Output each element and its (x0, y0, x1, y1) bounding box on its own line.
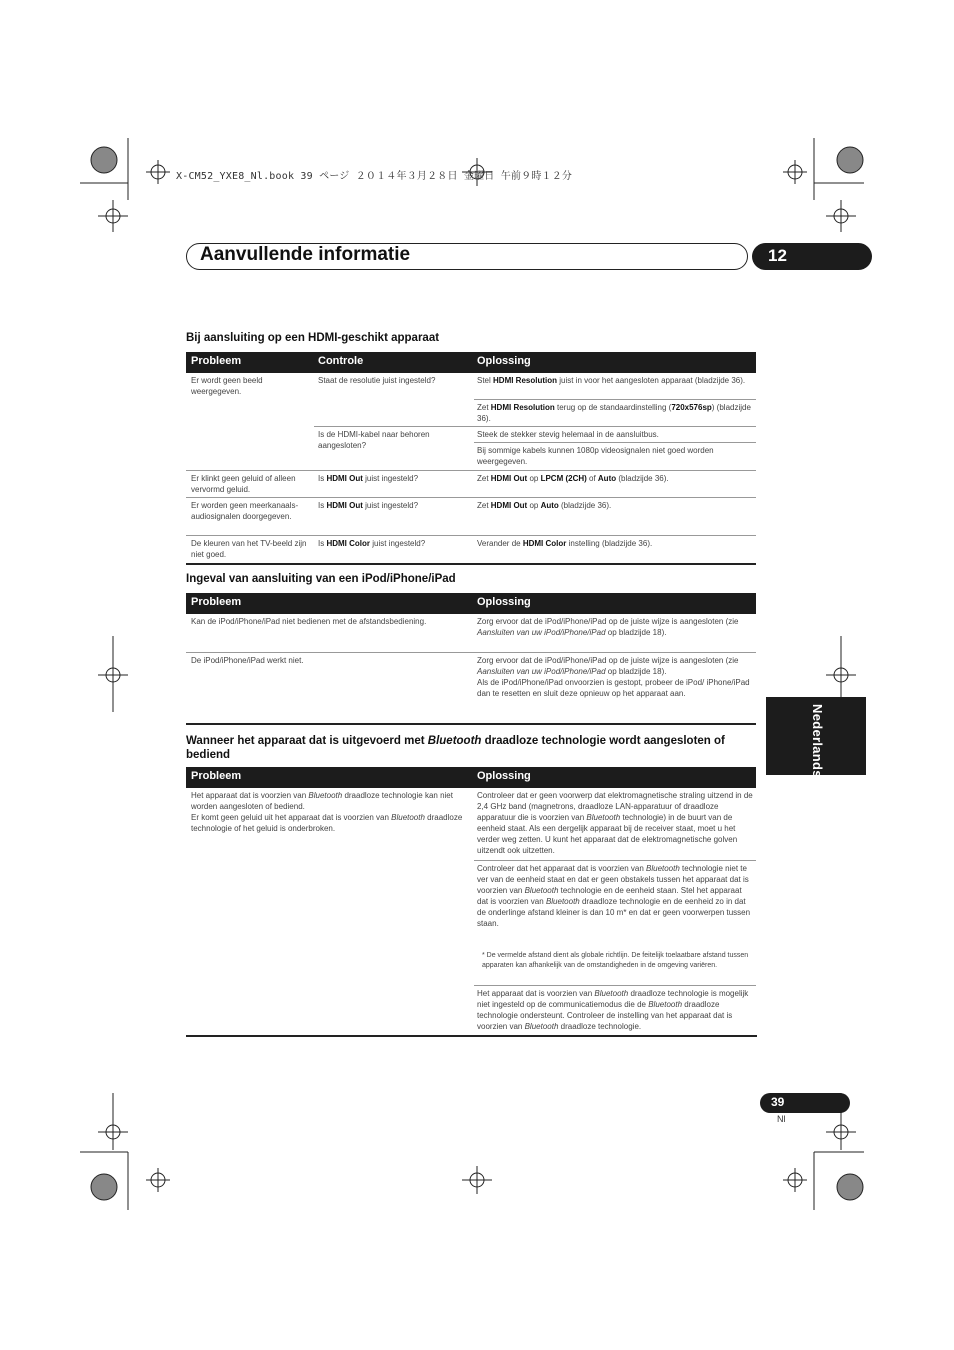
table-cell-problem: Kan de iPod/iPhone/iPad niet bedienen met de afstandsbediening. (191, 617, 427, 626)
page-language-code: Nl (777, 1114, 786, 1124)
row-divider (186, 497, 756, 498)
table-cell-problem: Er wordt geen beeld weergegeven. (191, 376, 263, 396)
footnote: * De vermelde afstand dient als globale richtlijn. De feitelijk toelaatbare afstand tussen apparaten kan afhankelijk van de omstandigheden in de omgeving variëren. (482, 952, 749, 969)
column-header: Probleem (191, 770, 242, 782)
table-cell-problem: Er klinkt geen geluid of alleen vervormd geluid. (191, 474, 296, 494)
table-bottom-rule (186, 723, 756, 725)
row-divider (474, 985, 756, 986)
column-header: Oplossing (477, 770, 531, 782)
row-divider (186, 470, 756, 471)
section-heading-bluetooth: Wanneer het apparaat dat is uitgevoerd met Bluetooth draadloze technologie wordt aangesloten of bediend (186, 735, 725, 761)
row-divider (474, 399, 756, 400)
table-header-hdmi (186, 352, 756, 373)
table-cell-solution: Zorg ervoor dat de iPod/iPhone/iPad op de juiste wijze is aangesloten (zie Aansluiten van uw iPod/iPhone/iPad op bladzijde 18). Als de iPod/iPhone/iPad onvoorzien is gestopt, probeer de iPod/ iPhone/iPad dan te resetten en sluit deze opnieuw op het apparaat aan. (477, 656, 750, 698)
table-cell-solution: Zet HDMI Resolution terug op de standaardinstelling (720x576sp) (bladzijde 36). (477, 403, 751, 423)
table-cell-check: Is HDMI Out juist ingesteld? (318, 474, 419, 483)
table-cell-solution: Steek de stekker stevig helemaal in de aansluitbus. (477, 430, 659, 439)
section-heading-hdmi: Bij aansluiting op een HDMI-geschikt apparaat (186, 332, 440, 344)
page-number: 39 (771, 1095, 785, 1109)
column-header: Probleem (191, 596, 242, 608)
table-cell-solution: Zet HDMI Out op Auto (bladzijde 36). (477, 501, 612, 510)
table-header-bluetooth (186, 767, 756, 788)
column-header: Probleem (191, 355, 242, 367)
table-cell-solution: Bij sommige kabels kunnen 1080p videosignalen niet goed worden weergegeven. (477, 446, 714, 466)
table-cell-solution: Controleer dat het apparaat dat is voorzien van Bluetooth technologie niet te ver van de eenheid staat en dat er geen obstakels tussen het apparaat dat is voorzien van Bluetooth technologie en de eenheid staan. Stel het apparaat dat is voorzien van Bluetooth draadloze technologie en de eenheid zo in dat de onderlinge afstand kleiner is dan 10 m* en dat er geen voorwerpen tussen staan. (477, 864, 751, 928)
table-cell-solution: Het apparaat dat is voorzien van Bluetooth draadloze technologie is mogelijk niet ingesteld op de communicatiemodus die de Bluetooth draadloze technologie ondersteunt. Controleer de instelling van het apparaat dat is voorzien van Bluetooth draadloze technologie. (477, 989, 749, 1031)
table-bottom-rule (186, 563, 756, 565)
row-divider (474, 860, 756, 861)
table-cell-check: Is HDMI Out juist ingesteld? (318, 501, 419, 510)
column-header: Oplossing (477, 596, 531, 608)
table-cell-problem: Er worden geen meerkanaals-audiosignalen doorgegeven. (191, 501, 299, 521)
table-cell-solution: Zorg ervoor dat de iPod/iPhone/iPad op de juiste wijze is aangesloten (zie Aansluiten van uw iPod/iPhone/iPad op bladzijde 18). (477, 617, 739, 637)
table-cell-check: Is de HDMI-kabel naar behoren aangesloten? (318, 430, 430, 450)
column-header: Controle (318, 355, 364, 367)
table-cell-solution: Stel HDMI Resolution juist in voor het aangesloten apparaat (bladzijde 36). (477, 376, 746, 385)
table-cell-solution: Controleer dat er geen voorwerp dat elektromagnetische straling uitzend in de 2,4 GHz band (magnetrons, draadloze LAN-apparatuur of draadloze apparatuur die is voorzien van Bluetooth technologie) in de buurt van de eenheid staat. Als een dergelijk apparaat bij de receiver staat, moet u het verder weg zetten. U kunt het apparaat dat de elektromagnetische golven uitzendt ook uitzetten. (477, 791, 753, 855)
table-bottom-rule (186, 1035, 757, 1037)
row-divider (186, 535, 756, 536)
language-tab-label: Nederlands (810, 704, 825, 778)
section-heading-ipod: Ingeval van aansluiting van een iPod/iPhone/iPad (186, 573, 456, 585)
row-divider (314, 426, 756, 427)
table-cell-problem: De iPod/iPhone/iPad werkt niet. (191, 656, 304, 665)
row-divider (186, 652, 756, 653)
table-header-ipod (186, 593, 756, 614)
page-title: Aanvullende informatie (200, 244, 411, 265)
table-cell-problem: De kleuren van het TV-beeld zijn niet goed. (191, 539, 307, 559)
row-divider (474, 442, 756, 443)
table-cell-check: Is HDMI Color juist ingesteld? (318, 539, 426, 548)
book-info-line: X-CM52_YXE8_Nl.book 39 ページ ２０１４年３月２８日 金曜日 午前９時１２分 (176, 171, 573, 182)
chapter-number: 12 (768, 246, 787, 265)
column-header: Oplossing (477, 355, 531, 367)
table-cell-solution: Zet HDMI Out op LPCM (2CH) of Auto (bladzijde 36). (477, 474, 669, 483)
table-cell-problem: Het apparaat dat is voorzien van Bluetooth draadloze technologie kan niet worden aangesloten of bediend. Er komt geen geluid uit het apparaat dat is voorzien van Bluetooth draadloze technologie of het geluid is onderbroken. (191, 791, 463, 833)
table-cell-check: Staat de resolutie juist ingesteld? (318, 376, 436, 385)
table-cell-solution: Verander de HDMI Color instelling (bladzijde 36). (477, 539, 653, 548)
